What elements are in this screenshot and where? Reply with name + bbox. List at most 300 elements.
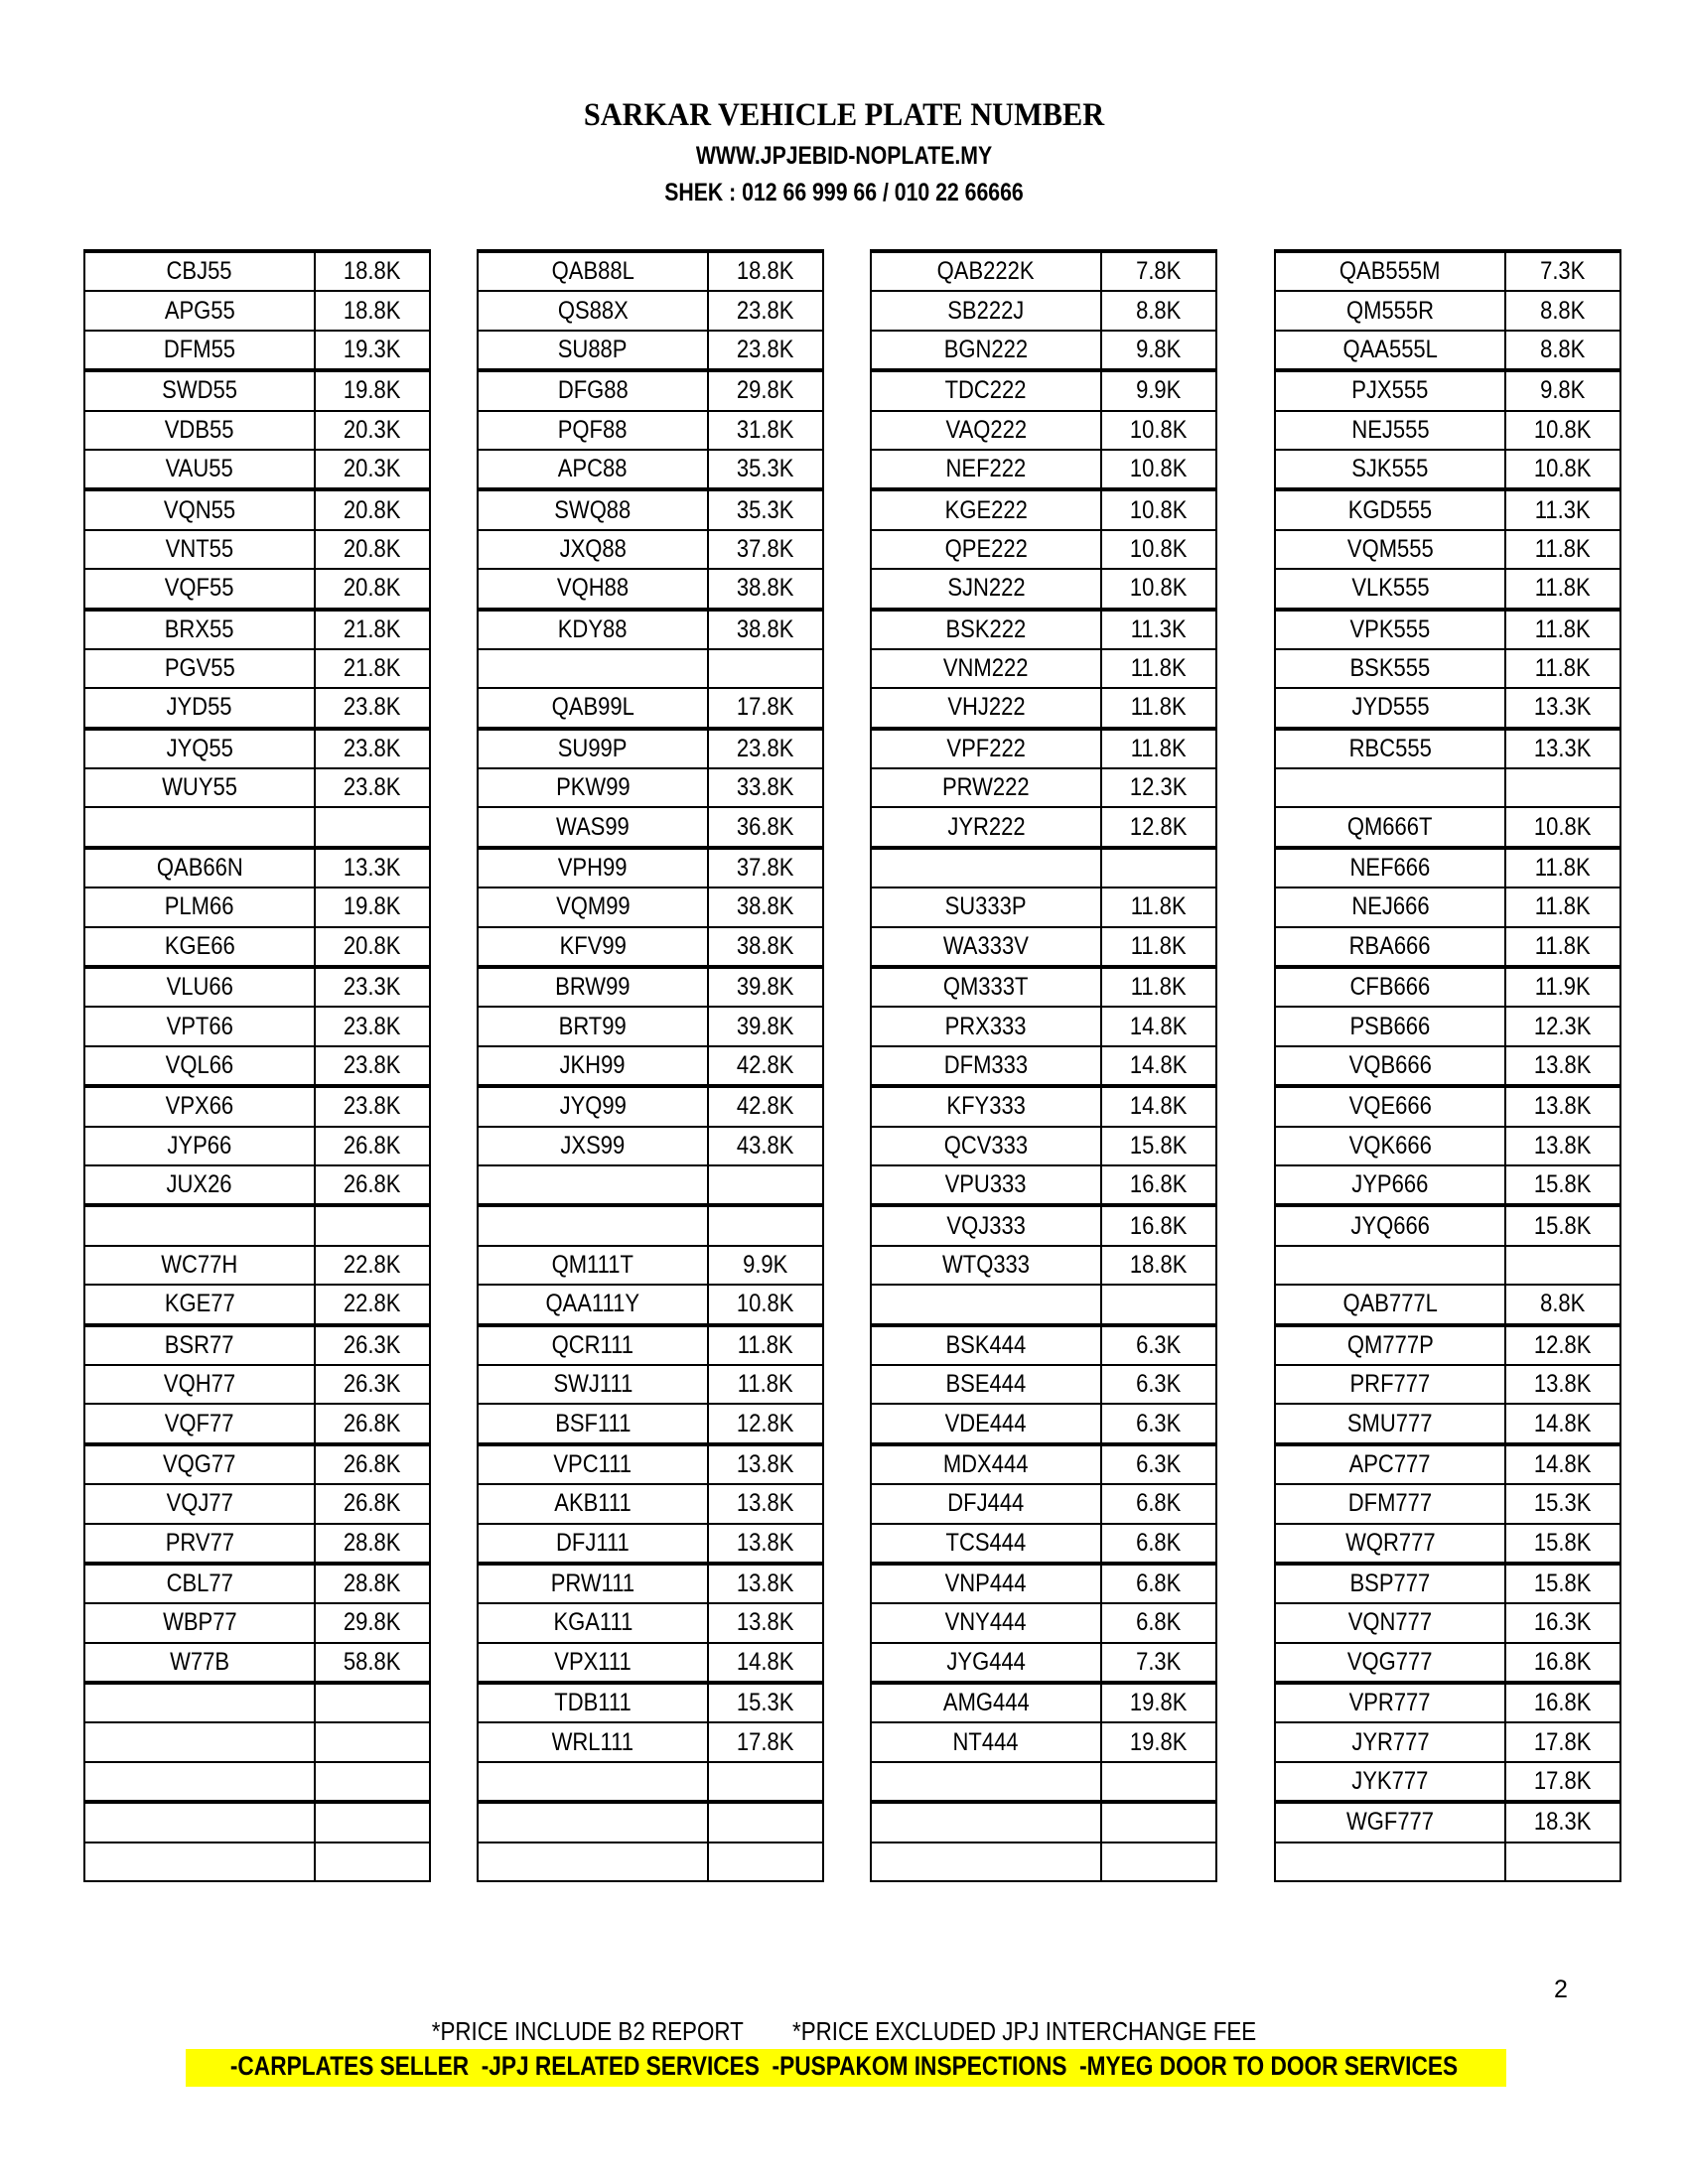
price-cell [708, 1165, 823, 1205]
table-row [478, 807, 823, 847]
price-cell [315, 1444, 430, 1484]
table-row [1275, 1046, 1620, 1086]
table-row [871, 1484, 1216, 1523]
empty-row [478, 649, 823, 688]
price-cell [1505, 1603, 1620, 1642]
plate-number-cell [1275, 967, 1505, 1007]
table-row [1275, 411, 1620, 450]
price: 8.8K [1540, 1290, 1586, 1318]
table-row [84, 1246, 430, 1285]
table-row [478, 251, 823, 291]
table-row [84, 1007, 430, 1045]
price: 13.3K [1534, 693, 1592, 722]
table-row [1275, 370, 1620, 410]
plate-number: VAU55 [165, 455, 234, 483]
empty-row [1275, 768, 1620, 807]
plate-number-cell [84, 649, 315, 688]
plate-number: VQB666 [1348, 1051, 1432, 1079]
price: 26.8K [344, 1131, 401, 1160]
price-cell [708, 530, 823, 569]
price-cell [1505, 848, 1620, 887]
plate-number-cell [1275, 1165, 1505, 1205]
plate-number-cell [478, 1603, 708, 1642]
price: 11.8K [738, 1370, 793, 1399]
plate-number: BSK555 [1349, 654, 1431, 683]
plate-number: SMU777 [1347, 1409, 1433, 1437]
plate-number-cell [1275, 848, 1505, 887]
table-row [478, 530, 823, 569]
plate-number: WC77H [161, 1250, 238, 1279]
table-row [84, 1404, 430, 1443]
plate-number: SJK555 [1351, 455, 1429, 483]
price-cell [1101, 848, 1216, 887]
plate-number: VPC111 [553, 1449, 633, 1478]
price: 20.8K [344, 534, 401, 563]
plate-number-cell [1275, 688, 1505, 728]
price-cell [708, 1007, 823, 1045]
price: 15.8K [1534, 1528, 1592, 1557]
price-cell [1505, 1325, 1620, 1365]
price: 7.3K [1540, 257, 1586, 286]
table-row [478, 967, 823, 1007]
plate-number: VPX66 [165, 1092, 234, 1121]
document-title: SARKAR VEHICLE PLATE NUMBER [583, 97, 1105, 133]
table-row [871, 331, 1216, 370]
price: 11.8K [1131, 931, 1187, 960]
price-cell [708, 331, 823, 370]
plate-number: SB222J [947, 296, 1025, 325]
price-cell [1505, 1086, 1620, 1126]
plate-table-1 [83, 249, 431, 1882]
table-row [84, 1285, 430, 1324]
price: 6.8K [1136, 1608, 1182, 1637]
table-row [871, 1325, 1216, 1365]
table-row [871, 1205, 1216, 1245]
price-cell [315, 1524, 430, 1564]
price-cell [315, 251, 430, 291]
price: 26.8K [344, 1449, 401, 1478]
plate-number: KGD555 [1347, 495, 1433, 524]
price-cell [1101, 1404, 1216, 1443]
table-row [478, 1564, 823, 1603]
price-cell [708, 768, 823, 807]
price-cell [1101, 370, 1216, 410]
plate-number: KGE77 [164, 1290, 235, 1318]
price-cell [1505, 967, 1620, 1007]
plate-number: VPK555 [1349, 614, 1431, 643]
plate-number: MDX444 [943, 1449, 1029, 1478]
price: 23.8K [737, 734, 794, 762]
table-row [478, 1444, 823, 1484]
table-row [871, 1127, 1216, 1165]
table-row [478, 450, 823, 489]
plate-number: NEJ555 [1350, 415, 1430, 444]
price-cell [1101, 291, 1216, 330]
price-cell [1505, 1762, 1620, 1802]
price-cell [315, 967, 430, 1007]
plate-number-cell [478, 530, 708, 569]
plate-number-cell [84, 887, 315, 926]
plate-number: VLK555 [1350, 574, 1430, 603]
plate-number: CBL77 [166, 1570, 233, 1598]
price: 8.8K [1540, 296, 1586, 325]
plate-number-cell [871, 1086, 1101, 1126]
price-cell [708, 370, 823, 410]
price-cell [1505, 1285, 1620, 1324]
price-cell [708, 1484, 823, 1523]
price: 13.8K [737, 1489, 794, 1518]
table-row [478, 1365, 823, 1404]
plate-number-cell [84, 1086, 315, 1126]
plate-number-cell [478, 331, 708, 370]
plate-number: QS88X [557, 296, 629, 325]
price: 10.8K [1130, 415, 1188, 444]
plate-number: VLU66 [166, 973, 233, 1002]
table-row [1275, 331, 1620, 370]
table-row [1275, 729, 1620, 768]
price: 7.3K [1136, 1647, 1182, 1676]
plate-number: PSB666 [1349, 1012, 1431, 1040]
price-cell [315, 768, 430, 807]
table-row [871, 450, 1216, 489]
price: 14.8K [1130, 1012, 1188, 1040]
price: 6.3K [1136, 1370, 1182, 1399]
plate-number: QM666T [1347, 812, 1433, 841]
plate-number: JYQ99 [559, 1092, 627, 1121]
table-row [1275, 1086, 1620, 1126]
website-url: WWW.JPJEBID-NOPLATE.MY [695, 142, 993, 170]
plate-number-cell [84, 411, 315, 450]
plate-number: DFJ111 [556, 1528, 630, 1557]
price: 17.8K [1534, 1767, 1592, 1796]
plate-number: KGE66 [164, 931, 235, 960]
price-cell [708, 848, 823, 887]
price-cell [1505, 1843, 1620, 1881]
price-cell [1101, 1603, 1216, 1642]
plate-number-cell [478, 370, 708, 410]
table-row [84, 967, 430, 1007]
plate-number-cell [871, 1365, 1101, 1404]
plate-number-cell [1275, 1762, 1505, 1802]
price-cell [708, 251, 823, 291]
plate-number-cell [1275, 610, 1505, 649]
empty-row [871, 1285, 1216, 1324]
price-cell [708, 411, 823, 450]
price-cell [1101, 1127, 1216, 1165]
plate-number: JYP66 [167, 1131, 232, 1160]
price: 38.8K [737, 574, 794, 603]
plate-number-cell [84, 1165, 315, 1205]
price: 22.8K [344, 1290, 401, 1318]
plate-number: VQG77 [163, 1449, 236, 1478]
price: 10.8K [1130, 455, 1188, 483]
price-cell [1101, 1205, 1216, 1245]
plate-number: PRX333 [945, 1012, 1027, 1040]
price: 15.8K [1130, 1131, 1188, 1160]
table-row [871, 967, 1216, 1007]
price-cell [1505, 649, 1620, 688]
plate-number: PRV77 [165, 1528, 234, 1557]
plate-number: VNM222 [943, 654, 1029, 683]
plate-number: JYR777 [1350, 1727, 1430, 1756]
price: 10.8K [737, 1290, 794, 1318]
plate-number: BSK222 [945, 614, 1027, 643]
price: 6.3K [1136, 1409, 1182, 1437]
price-cell [1101, 610, 1216, 649]
plate-number-cell [1275, 1086, 1505, 1126]
price: 37.8K [737, 534, 794, 563]
price: 23.8K [344, 734, 401, 762]
price-cell [315, 1285, 430, 1324]
plate-number-cell [1275, 768, 1505, 807]
plate-number: SU88P [558, 335, 628, 363]
price: 38.8K [737, 931, 794, 960]
plate-number-cell [1275, 1127, 1505, 1165]
table-row [84, 489, 430, 529]
plate-number: JYP666 [1351, 1170, 1429, 1199]
price: 12.3K [1534, 1012, 1592, 1040]
price-cell [708, 887, 823, 926]
price: 21.8K [344, 654, 401, 683]
plate-number-cell [1275, 569, 1505, 609]
price: 11.8K [1535, 854, 1591, 883]
plate-number: PRW222 [942, 773, 1030, 802]
price-cell [1505, 1722, 1620, 1761]
price: 15.3K [1534, 1489, 1592, 1518]
price: 58.8K [344, 1647, 401, 1676]
plate-number-cell [1275, 1285, 1505, 1324]
plate-number-cell [871, 370, 1101, 410]
plate-number-cell [478, 1046, 708, 1086]
price-cell [315, 450, 430, 489]
plate-number: SWJ111 [553, 1370, 633, 1399]
table-row [1275, 450, 1620, 489]
plate-number-cell [871, 1285, 1101, 1324]
price-cell [1505, 1007, 1620, 1045]
table-row [1275, 1007, 1620, 1045]
table-row [478, 411, 823, 450]
plate-number-cell [1275, 1007, 1505, 1045]
plate-number: JXQ88 [559, 534, 627, 563]
plate-number: BGN222 [943, 335, 1029, 363]
plate-number-cell [84, 848, 315, 887]
price-cell [1101, 967, 1216, 1007]
table-row [1275, 1444, 1620, 1484]
table-row [478, 729, 823, 768]
price-cell [1505, 1444, 1620, 1484]
table-row [871, 251, 1216, 291]
plate-number-cell [478, 1683, 708, 1722]
table-row [478, 887, 823, 926]
plate-number-cell [1275, 1444, 1505, 1484]
price-cell [1101, 1802, 1216, 1842]
table-row [1275, 688, 1620, 728]
plate-number-cell [478, 1365, 708, 1404]
table-row [871, 768, 1216, 807]
plate-number: VDB55 [165, 415, 234, 444]
empty-row [478, 1165, 823, 1205]
table-row [1275, 1365, 1620, 1404]
table-row [1275, 1165, 1620, 1205]
price-cell [315, 1246, 430, 1285]
plate-number: QAB88L [551, 257, 634, 286]
plate-number-cell [84, 1325, 315, 1365]
table-row [84, 1325, 430, 1365]
price: 13.8K [1534, 1092, 1592, 1121]
table-row [871, 807, 1216, 847]
plate-number-cell [871, 569, 1101, 609]
price: 13.8K [737, 1608, 794, 1637]
plate-number-cell [871, 1046, 1101, 1086]
plate-number-cell [871, 1802, 1101, 1842]
price: 23.8K [737, 296, 794, 325]
plate-number: BRW99 [555, 973, 631, 1002]
plate-number: VPH99 [558, 854, 628, 883]
plate-number: DFM55 [163, 335, 236, 363]
plate-number-cell [478, 848, 708, 887]
plate-number: KFY333 [946, 1092, 1026, 1121]
plate-number: APC777 [1349, 1449, 1431, 1478]
price-cell [1101, 1365, 1216, 1404]
price: 12.8K [1130, 812, 1188, 841]
plate-number-cell [478, 1524, 708, 1564]
plate-number-cell [871, 1843, 1101, 1881]
plate-number-cell [1275, 1246, 1505, 1285]
price: 26.8K [344, 1409, 401, 1437]
plate-number-cell [871, 450, 1101, 489]
table-row [84, 649, 430, 688]
price-cell [315, 370, 430, 410]
plate-number-cell [1275, 1643, 1505, 1683]
plate-number-cell [871, 1246, 1101, 1285]
price-cell [315, 1086, 430, 1126]
table-row [478, 610, 823, 649]
plate-number-cell [871, 331, 1101, 370]
plate-number-cell [84, 1127, 315, 1165]
price: 11.9K [1535, 973, 1591, 1002]
price: 8.8K [1540, 335, 1586, 363]
plate-number-cell [478, 1722, 708, 1761]
plate-number-cell [871, 1444, 1101, 1484]
price-cell [1505, 1205, 1620, 1245]
plate-number-cell [84, 1404, 315, 1443]
plate-number-cell [84, 370, 315, 410]
table-row [1275, 1127, 1620, 1165]
price: 21.8K [344, 614, 401, 643]
table-row [871, 1165, 1216, 1205]
plate-number: WQR777 [1344, 1528, 1436, 1557]
price: 23.8K [344, 773, 401, 802]
plate-number: QM333T [943, 973, 1029, 1002]
price-cell [1101, 1683, 1216, 1722]
price: 18.3K [1534, 1808, 1592, 1837]
plate-number: VQE666 [1348, 1092, 1432, 1121]
price-cell [1505, 1643, 1620, 1683]
table-row [478, 1325, 823, 1365]
table-row [1275, 291, 1620, 330]
price: 38.8K [737, 614, 794, 643]
price: 16.8K [1130, 1211, 1188, 1240]
price-cell [315, 569, 430, 609]
table-row [84, 927, 430, 967]
price: 11.8K [1131, 892, 1187, 921]
price: 8.8K [1136, 296, 1182, 325]
plate-number: VQM555 [1346, 534, 1434, 563]
plate-number-cell [478, 1643, 708, 1683]
price-cell [708, 1285, 823, 1324]
price-cell [315, 1683, 430, 1722]
price-cell [1505, 807, 1620, 847]
plate-number: PQF88 [558, 415, 628, 444]
plate-number-cell [84, 1524, 315, 1564]
table-row [84, 1165, 430, 1205]
plate-number: SU333P [945, 892, 1027, 921]
plate-table-2 [477, 249, 824, 1882]
plate-number-cell [1275, 370, 1505, 410]
plate-number: WGF777 [1345, 1808, 1435, 1837]
price: 19.3K [344, 335, 401, 363]
price-cell [315, 291, 430, 330]
price: 11.8K [1535, 534, 1591, 563]
plate-number: JYD555 [1350, 693, 1430, 722]
table-row [478, 1484, 823, 1523]
table-row [84, 411, 430, 450]
plate-number-cell [871, 1484, 1101, 1523]
plate-number: RBA666 [1349, 931, 1431, 960]
price-cell [315, 1046, 430, 1086]
plate-number: JYQ666 [1350, 1211, 1430, 1240]
price: 6.8K [1136, 1489, 1182, 1518]
price: 15.8K [1534, 1570, 1592, 1598]
price-cell [1101, 1444, 1216, 1484]
price-cell [1101, 649, 1216, 688]
table-row [84, 251, 430, 291]
plate-table-4 [1274, 249, 1621, 1882]
plate-number-cell [478, 1246, 708, 1285]
plate-number: BRT99 [558, 1012, 628, 1040]
price-cell [1505, 1246, 1620, 1285]
price: 36.8K [737, 812, 794, 841]
plate-number: TDC222 [945, 376, 1027, 405]
plate-number-cell [84, 1246, 315, 1285]
plate-number-cell [871, 967, 1101, 1007]
plate-number-cell [871, 411, 1101, 450]
plate-number: SU99P [558, 734, 628, 762]
table-row [1275, 1762, 1620, 1802]
plate-number-cell [871, 1603, 1101, 1642]
plate-number-cell [871, 1643, 1101, 1683]
price-cell [708, 450, 823, 489]
price-notes: *PRICE INCLUDE B2 REPORT *PRICE EXCLUDED JPJ INTERCHANGE FEE [431, 2016, 1257, 2046]
price: 11.8K [1131, 654, 1187, 683]
price-cell [315, 887, 430, 926]
table-row [1275, 1564, 1620, 1603]
table-row [871, 1603, 1216, 1642]
plate-number-cell [478, 1564, 708, 1603]
price: 18.8K [344, 257, 401, 286]
price-cell [1505, 1127, 1620, 1165]
plate-number: JYQ55 [166, 734, 233, 762]
price: 23.8K [344, 1092, 401, 1121]
plate-number-cell [871, 807, 1101, 847]
plate-number: VQJ333 [946, 1211, 1026, 1240]
price-cell [315, 729, 430, 768]
table-row [871, 1007, 1216, 1045]
plate-number-cell [1275, 331, 1505, 370]
table-row [1275, 967, 1620, 1007]
price-cell [708, 1086, 823, 1126]
table-row [478, 768, 823, 807]
